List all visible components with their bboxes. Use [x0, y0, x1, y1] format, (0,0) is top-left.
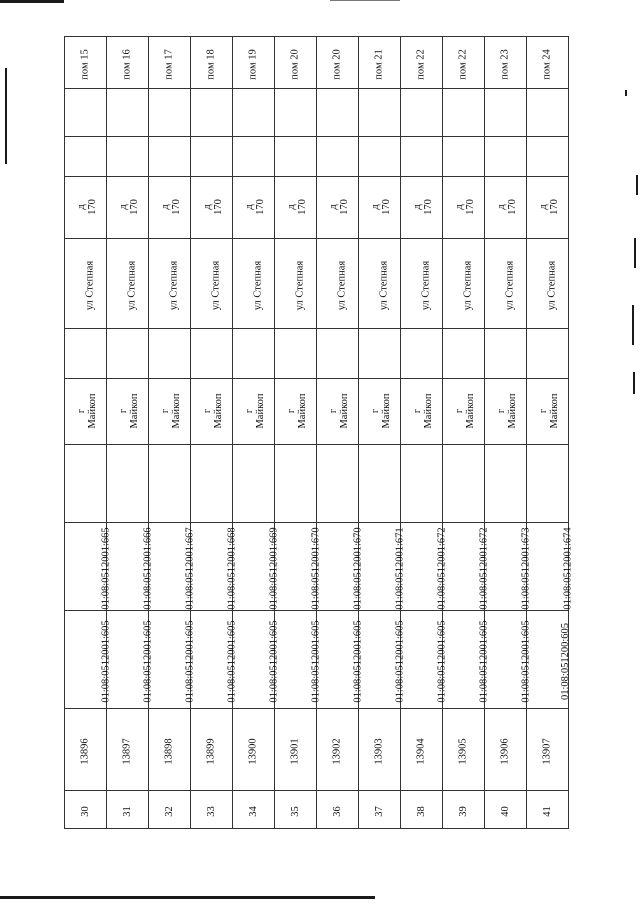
empty-cell	[275, 445, 317, 523]
empty-cell	[485, 89, 527, 137]
cadastral-block-cell	[107, 611, 154, 709]
scan-edge-left	[5, 68, 7, 164]
cadastral-room-text: 01:08:0512001:673	[520, 526, 532, 610]
empty-cell	[485, 137, 527, 177]
city-cell	[443, 379, 485, 445]
city-label	[118, 389, 140, 433]
record-id-cell	[401, 709, 443, 791]
city-cell	[359, 379, 401, 445]
row-number-text: 39	[458, 805, 469, 817]
row-number-text: 35	[290, 805, 301, 817]
row-number-text: 41	[542, 805, 553, 817]
empty-cell	[149, 89, 191, 137]
row-number-cell	[107, 791, 149, 829]
record-id-cell	[149, 709, 191, 791]
city_type-text: г	[244, 408, 255, 413]
city-cell	[401, 379, 443, 445]
house_type-text: д	[76, 203, 87, 210]
row-number-text: 30	[80, 805, 91, 817]
empty-cell	[317, 445, 359, 523]
city_type-text: г	[412, 408, 423, 413]
row-number-text: 32	[164, 805, 175, 817]
house_type-text: д	[454, 203, 465, 210]
room-text: пом 24	[541, 48, 553, 80]
room-cell	[107, 37, 149, 89]
record-id-cell	[527, 709, 569, 791]
city-cell	[107, 379, 149, 445]
record-id-cell	[275, 709, 317, 791]
empty-cell	[527, 89, 569, 137]
street-cell	[527, 239, 569, 329]
empty-cell	[275, 329, 317, 379]
room-text: пом 22	[457, 48, 469, 80]
house-label	[118, 185, 140, 229]
city_type-text: г	[328, 408, 339, 413]
street-cell	[107, 239, 149, 329]
city-text: Майкоп	[87, 392, 98, 429]
empty-cell	[107, 89, 149, 137]
record-id-text: 13905	[458, 737, 469, 765]
house-text: 170	[549, 198, 560, 215]
room-text: пом 21	[373, 48, 385, 80]
cadastral-room-text: 01:08:0512001:670	[352, 526, 364, 610]
street-cell	[233, 239, 275, 329]
row-number-cell	[65, 791, 107, 829]
house-cell	[443, 177, 485, 239]
record-id-text: 13900	[248, 737, 259, 765]
empty-cell	[275, 137, 317, 177]
record-id-cell	[359, 709, 401, 791]
room-cell	[443, 37, 485, 89]
room-cell	[65, 37, 107, 89]
row-number-cell	[191, 791, 233, 829]
cadastral-block-text: 01:08:051200:605	[560, 622, 572, 700]
scan-edge-right-2	[636, 175, 638, 195]
house-cell	[485, 177, 527, 239]
city-text: Майкоп	[255, 392, 266, 429]
house_type-text: д	[328, 203, 339, 210]
street-cell	[65, 239, 107, 329]
street-text: ул Степная	[210, 260, 222, 310]
cadastral-room-text: 01:08:0512001:672	[478, 526, 490, 610]
cadastral-room-cell	[359, 523, 406, 611]
row-number-cell	[401, 791, 443, 829]
cadastral-block-text: 01:08:0512001:605	[100, 619, 112, 703]
house-text: 170	[87, 198, 98, 215]
house-cell	[149, 177, 191, 239]
row-number-cell	[527, 791, 569, 829]
room-cell	[149, 37, 191, 89]
city-label	[328, 389, 350, 433]
record-id-cell	[317, 709, 359, 791]
empty-cell	[107, 137, 149, 177]
empty-cell	[149, 137, 191, 177]
house-cell	[107, 177, 149, 239]
city-label	[76, 389, 98, 433]
house-label	[370, 185, 392, 229]
row-number-text: 34	[248, 805, 259, 817]
empty-cell	[401, 89, 443, 137]
street-text: ул Степная	[252, 260, 264, 310]
cadastral-room-text: 01:08:0512001:674	[562, 526, 574, 610]
cadastral-block-text: 01:08:0512001:605	[226, 619, 238, 703]
record-id-text: 13906	[500, 737, 511, 765]
row-number-text: 33	[206, 805, 217, 817]
city-label	[202, 389, 224, 433]
house-label	[76, 185, 98, 229]
house-label	[538, 185, 560, 229]
city_type-text: г	[454, 408, 465, 413]
record-id-cell	[191, 709, 233, 791]
house-label	[202, 185, 224, 229]
cadastral-block-text: 01:08:0512001:605	[394, 619, 406, 703]
city_type-text: г	[160, 408, 171, 413]
city-text: Майкоп	[213, 392, 224, 429]
row-number-cell	[485, 791, 527, 829]
house-cell	[527, 177, 569, 239]
cadastral-block-cell	[191, 611, 238, 709]
house-label	[454, 185, 476, 229]
cadastral-block-text: 01:08:0512001:605	[184, 619, 196, 703]
row-number-cell	[317, 791, 359, 829]
cadastral-room-cell	[317, 523, 364, 611]
street-text: ул Степная	[546, 260, 558, 310]
room-cell	[191, 37, 233, 89]
record-id-text: 13907	[542, 737, 553, 765]
room-text: пом 23	[499, 48, 511, 80]
empty-cell	[233, 89, 275, 137]
city-label	[412, 389, 434, 433]
empty-cell	[233, 137, 275, 177]
cadastral-block-text: 01:08:0512001:605	[142, 619, 154, 703]
room-cell	[233, 37, 275, 89]
cadastral-room-text: 01:08:0512001:665	[100, 526, 112, 610]
street-text: ул Степная	[378, 260, 390, 310]
city_type-text: г	[538, 408, 549, 413]
city-cell	[149, 379, 191, 445]
record-id-text: 13902	[332, 737, 343, 765]
street-cell	[317, 239, 359, 329]
house_type-text: д	[538, 203, 549, 210]
empty-cell	[275, 89, 317, 137]
house-text: 170	[465, 198, 476, 215]
row-number-cell	[359, 791, 401, 829]
cadastral-block-cell	[149, 611, 196, 709]
scan-edge-right-5	[633, 372, 635, 394]
cadastral-block-cell	[485, 611, 532, 709]
city-text: Майкоп	[423, 392, 434, 429]
street-cell	[191, 239, 233, 329]
empty-cell	[149, 445, 191, 523]
city-text: Майкоп	[339, 392, 350, 429]
house-cell	[65, 177, 107, 239]
city-text: Майкоп	[465, 392, 476, 429]
empty-cell	[443, 137, 485, 177]
empty-cell	[401, 445, 443, 523]
empty-cell	[191, 137, 233, 177]
empty-cell	[485, 445, 527, 523]
house-cell	[191, 177, 233, 239]
row-number-text: 36	[332, 805, 343, 817]
city_type-text: г	[118, 408, 129, 413]
cadastral-room-text: 01:08:0512001:672	[436, 526, 448, 610]
street-text: ул Степная	[420, 260, 432, 310]
cadastral-room-cell	[149, 523, 196, 611]
street-text: ул Степная	[462, 260, 474, 310]
cadastral-room-cell	[233, 523, 280, 611]
city-cell	[65, 379, 107, 445]
empty-cell	[485, 329, 527, 379]
empty-cell	[107, 329, 149, 379]
cadastral-block-cell	[317, 611, 364, 709]
cadastral-block-cell	[65, 611, 112, 709]
cadastral-room-cell	[191, 523, 238, 611]
house-text: 170	[297, 198, 308, 215]
house-text: 170	[129, 198, 140, 215]
empty-cell	[65, 137, 107, 177]
row-number-text: 37	[374, 805, 385, 817]
empty-cell	[65, 445, 107, 523]
cadastral-block-text: 01:08:0512001:605	[478, 619, 490, 703]
property-register-table	[64, 36, 574, 829]
empty-cell	[317, 137, 359, 177]
house-label	[328, 185, 350, 229]
house_type-text: д	[202, 203, 213, 210]
empty-cell	[401, 137, 443, 177]
cadastral-block-cell	[527, 611, 572, 709]
house_type-text: д	[496, 203, 507, 210]
empty-cell	[65, 89, 107, 137]
house-label	[496, 185, 518, 229]
city-label	[370, 389, 392, 433]
empty-cell	[107, 445, 149, 523]
scan-edge-right-3	[634, 238, 636, 268]
house_type-text: д	[286, 203, 297, 210]
street-text: ул Степная	[84, 260, 96, 310]
record-id-text: 13901	[290, 737, 301, 765]
empty-cell	[191, 329, 233, 379]
empty-cell	[443, 329, 485, 379]
house-label	[160, 185, 182, 229]
scan-edge-top-left	[0, 0, 64, 3]
room-cell	[527, 37, 569, 89]
cadastral-room-text: 01:08:0512001:668	[226, 526, 238, 610]
room-text: пом 22	[415, 48, 427, 80]
cadastral-block-text: 01:08:0512001:605	[436, 619, 448, 703]
cadastral-block-text: 01:08:0512001:605	[520, 619, 532, 703]
cadastral-block-cell	[275, 611, 322, 709]
row-number-cell	[233, 791, 275, 829]
house_type-text: д	[118, 203, 129, 210]
street-text: ул Степная	[168, 260, 180, 310]
city-cell	[317, 379, 359, 445]
empty-cell	[359, 137, 401, 177]
city-label	[496, 389, 518, 433]
empty-cell	[527, 329, 569, 379]
city-cell	[485, 379, 527, 445]
cadastral-room-text: 01:08:0512001:669	[268, 526, 280, 610]
room-cell	[359, 37, 401, 89]
house_type-text: д	[160, 203, 171, 210]
row-number-cell	[149, 791, 191, 829]
record-id-text: 13899	[206, 737, 217, 765]
house-text: 170	[339, 198, 350, 215]
room-text: пом 15	[79, 48, 91, 80]
room-text: пом 20	[331, 48, 343, 80]
row-number-cell	[275, 791, 317, 829]
city_type-text: г	[76, 408, 87, 413]
empty-cell	[317, 89, 359, 137]
cadastral-block-text: 01:08:0512001:605	[268, 619, 280, 703]
cadastral-room-text: 01:08:0512001:671	[394, 526, 406, 610]
house-text: 170	[213, 198, 224, 215]
room-text: пом 18	[205, 48, 217, 80]
house_type-text: д	[244, 203, 255, 210]
city-cell	[275, 379, 317, 445]
room-text: пом 20	[289, 48, 301, 80]
house-text: 170	[171, 198, 182, 215]
empty-cell	[233, 329, 275, 379]
cadastral-room-cell	[485, 523, 532, 611]
house-text: 170	[255, 198, 266, 215]
cadastral-block-text: 01:08:0512001:605	[352, 619, 364, 703]
scan-edge-right-4	[632, 305, 634, 345]
cadastral-block-text: 01:08:0512001:605	[310, 619, 322, 703]
city_type-text: г	[496, 408, 507, 413]
room-cell	[485, 37, 527, 89]
empty-cell	[443, 445, 485, 523]
room-text: пом 16	[121, 48, 133, 80]
record-id-text: 13897	[122, 737, 133, 765]
city-label	[538, 389, 560, 433]
cadastral-room-cell	[275, 523, 322, 611]
empty-cell	[233, 445, 275, 523]
empty-cell	[527, 445, 569, 523]
record-id-cell	[443, 709, 485, 791]
empty-cell	[65, 329, 107, 379]
city_type-text: г	[202, 408, 213, 413]
empty-cell	[401, 329, 443, 379]
scan-edge-bottom	[0, 896, 375, 899]
record-id-text: 13898	[164, 737, 175, 765]
cadastral-room-cell	[107, 523, 154, 611]
city-label	[244, 389, 266, 433]
city-label	[454, 389, 476, 433]
street-cell	[275, 239, 317, 329]
city-cell	[191, 379, 233, 445]
house-cell	[359, 177, 401, 239]
city-cell	[233, 379, 275, 445]
empty-cell	[317, 329, 359, 379]
empty-cell	[359, 329, 401, 379]
street-cell	[485, 239, 527, 329]
row-number-text: 40	[500, 805, 511, 817]
cadastral-room-text: 01:08:0512001:666	[142, 526, 154, 610]
record-id-text: 13896	[80, 737, 91, 765]
street-text: ул Степная	[294, 260, 306, 310]
room-text: пом 19	[247, 48, 259, 80]
record-id-text: 13904	[416, 737, 427, 765]
empty-cell	[149, 329, 191, 379]
empty-cell	[191, 89, 233, 137]
room-cell	[275, 37, 317, 89]
street-cell	[401, 239, 443, 329]
empty-cell	[443, 89, 485, 137]
row-number-cell	[443, 791, 485, 829]
row-number-text: 31	[122, 805, 133, 817]
empty-cell	[359, 89, 401, 137]
street-cell	[149, 239, 191, 329]
cadastral-block-cell	[443, 611, 490, 709]
city-label	[160, 389, 182, 433]
city-text: Майкоп	[129, 392, 140, 429]
cadastral-room-cell	[65, 523, 112, 611]
street-cell	[443, 239, 485, 329]
city-text: Майкоп	[297, 392, 308, 429]
city-text: Майкоп	[171, 392, 182, 429]
street-text: ул Степная	[126, 260, 138, 310]
house-label	[412, 185, 434, 229]
room-cell	[401, 37, 443, 89]
city_type-text: г	[286, 408, 297, 413]
house-cell	[275, 177, 317, 239]
record-id-cell	[485, 709, 527, 791]
house-cell	[233, 177, 275, 239]
street-cell	[359, 239, 401, 329]
empty-cell	[359, 445, 401, 523]
city_type-text: г	[370, 408, 381, 413]
house-text: 170	[381, 198, 392, 215]
record-id-cell	[233, 709, 275, 791]
cadastral-room-text: 01:08:0512001:670	[310, 526, 322, 610]
record-id-cell	[107, 709, 149, 791]
cadastral-room-cell	[443, 523, 490, 611]
cadastral-block-cell	[233, 611, 280, 709]
house-text: 170	[507, 198, 518, 215]
empty-cell	[527, 137, 569, 177]
empty-cell	[191, 445, 233, 523]
cadastral-room-cell	[527, 523, 574, 611]
house_type-text: д	[370, 203, 381, 210]
city-text: Майкоп	[549, 392, 560, 429]
cadastral-block-cell	[359, 611, 406, 709]
house-cell	[401, 177, 443, 239]
room-cell	[317, 37, 359, 89]
cadastral-room-cell	[401, 523, 448, 611]
cadastral-block-cell	[401, 611, 448, 709]
street-text: ул Степная	[504, 260, 516, 310]
cadastral-room-text: 01:08:0512001:667	[184, 526, 196, 610]
house-text: 170	[423, 198, 434, 215]
house_type-text: д	[412, 203, 423, 210]
room-text: пом 17	[163, 48, 175, 80]
city-text: Майкоп	[507, 392, 518, 429]
scan-edge-top-right	[330, 0, 400, 1]
house-label	[286, 185, 308, 229]
row-number-text: 38	[416, 805, 427, 817]
record-id-text: 13903	[374, 737, 385, 765]
city-label	[286, 389, 308, 433]
scan-edge-right-1	[625, 90, 627, 96]
city-cell	[527, 379, 569, 445]
house-cell	[317, 177, 359, 239]
house-label	[244, 185, 266, 229]
street-text: ул Степная	[336, 260, 348, 310]
city-text: Майкоп	[381, 392, 392, 429]
record-id-cell	[65, 709, 107, 791]
